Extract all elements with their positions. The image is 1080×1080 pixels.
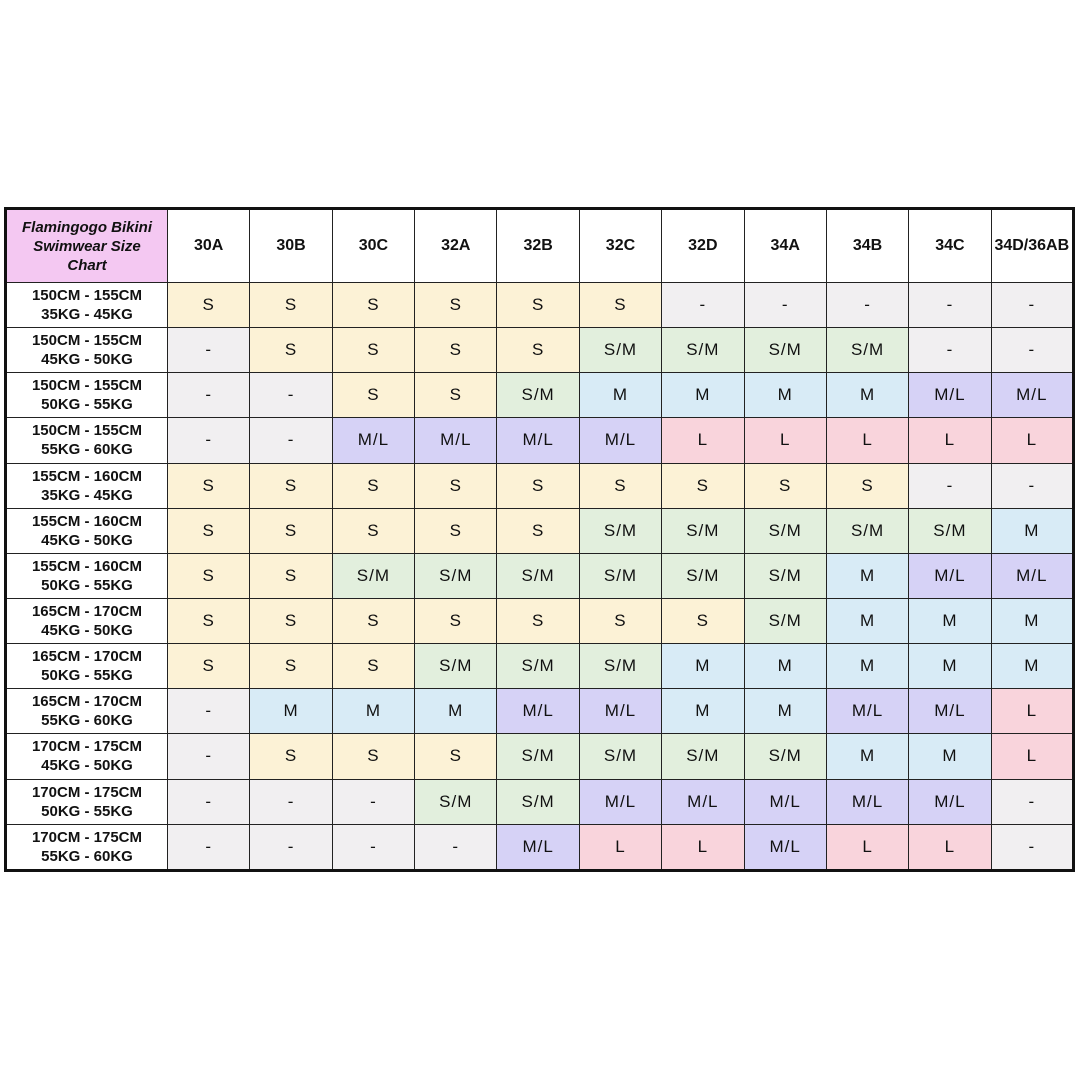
- size-cell: -: [909, 463, 991, 508]
- size-cell: S/M: [497, 734, 579, 779]
- table-row: [6, 328, 1074, 373]
- column-header: 32A: [415, 209, 497, 283]
- size-cell: M: [579, 373, 661, 418]
- size-cell: S/M: [415, 779, 497, 824]
- size-cell: M/L: [909, 553, 991, 598]
- size-cell: -: [744, 283, 826, 328]
- size-cell: L: [991, 689, 1073, 734]
- size-cell: S/M: [744, 734, 826, 779]
- size-cell: S/M: [744, 553, 826, 598]
- size-cell: M: [662, 644, 744, 689]
- size-cell: S: [168, 644, 250, 689]
- row-height-range: 170CM - 175CM: [31, 828, 143, 846]
- size-cell: M: [662, 689, 744, 734]
- size-cell: -: [991, 328, 1073, 373]
- size-cell: -: [991, 283, 1073, 328]
- column-header: 34B: [826, 209, 908, 283]
- row-height-range: 150CM - 155CM: [31, 422, 143, 440]
- size-cell: S: [497, 508, 579, 553]
- size-cell: M: [991, 644, 1073, 689]
- row-height-range: 165CM - 170CM: [31, 648, 143, 666]
- row-header: [6, 553, 168, 598]
- table-body: [6, 283, 1074, 871]
- column-header: 30B: [250, 209, 332, 283]
- row-height-range: 155CM - 160CM: [31, 467, 143, 485]
- size-cell: S: [744, 463, 826, 508]
- size-cell: S: [332, 644, 414, 689]
- size-cell: -: [332, 779, 414, 824]
- row-header: [6, 598, 168, 643]
- row-weight-range: 55KG - 60KG: [41, 441, 133, 459]
- size-cell: -: [168, 373, 250, 418]
- size-cell: -: [168, 734, 250, 779]
- size-cell: S: [332, 463, 414, 508]
- size-cell: -: [991, 779, 1073, 824]
- size-cell: M/L: [909, 373, 991, 418]
- size-cell: S: [168, 598, 250, 643]
- size-cell: M/L: [497, 689, 579, 734]
- size-cell: S: [497, 463, 579, 508]
- size-cell: S: [168, 283, 250, 328]
- size-cell: S: [415, 463, 497, 508]
- row-height-range: 170CM - 175CM: [31, 738, 143, 756]
- row-weight-range: 45KG - 50KG: [41, 622, 133, 640]
- size-cell: S: [332, 508, 414, 553]
- size-cell: S/M: [497, 373, 579, 418]
- header-row: [6, 209, 1074, 283]
- table-row: [6, 734, 1074, 779]
- row-height-range: 150CM - 155CM: [31, 287, 143, 305]
- size-cell: S/M: [579, 328, 661, 373]
- size-cell: L: [991, 418, 1073, 463]
- size-cell: S: [332, 598, 414, 643]
- size-cell: -: [250, 779, 332, 824]
- column-header: 32C: [579, 209, 661, 283]
- size-cell: S/M: [579, 553, 661, 598]
- size-cell: L: [662, 418, 744, 463]
- row-header: [6, 824, 168, 870]
- row-weight-range: 45KG - 50KG: [41, 757, 133, 775]
- size-cell: S: [250, 508, 332, 553]
- size-cell: S/M: [579, 644, 661, 689]
- column-header: 30A: [168, 209, 250, 283]
- size-cell: S/M: [415, 553, 497, 598]
- size-cell: M: [826, 553, 908, 598]
- row-header: [6, 328, 168, 373]
- size-cell: L: [909, 418, 991, 463]
- size-cell: S/M: [662, 734, 744, 779]
- size-cell: -: [332, 824, 414, 870]
- size-cell: M: [826, 734, 908, 779]
- size-cell: S: [826, 463, 908, 508]
- size-cell: S/M: [744, 328, 826, 373]
- size-cell: M: [991, 508, 1073, 553]
- size-cell: L: [579, 824, 661, 870]
- size-cell: M/L: [744, 824, 826, 870]
- size-cell: -: [168, 418, 250, 463]
- row-weight-range: 45KG - 50KG: [41, 351, 133, 369]
- size-cell: M: [826, 598, 908, 643]
- size-cell: S: [168, 463, 250, 508]
- size-cell: S: [250, 734, 332, 779]
- table-row: [6, 418, 1074, 463]
- size-cell: L: [662, 824, 744, 870]
- table-row: [6, 779, 1074, 824]
- size-cell: S: [415, 508, 497, 553]
- size-cell: M: [744, 689, 826, 734]
- size-cell: M: [662, 373, 744, 418]
- row-header: [6, 283, 168, 328]
- row-height-range: 150CM - 155CM: [31, 377, 143, 395]
- size-cell: S/M: [826, 508, 908, 553]
- size-cell: S: [497, 283, 579, 328]
- size-cell: M/L: [826, 689, 908, 734]
- size-cell: S/M: [826, 328, 908, 373]
- size-cell: -: [250, 418, 332, 463]
- size-cell: S: [332, 734, 414, 779]
- size-cell: M: [250, 689, 332, 734]
- size-cell: S/M: [662, 328, 744, 373]
- size-cell: S/M: [744, 508, 826, 553]
- size-cell: S: [250, 463, 332, 508]
- size-cell: L: [744, 418, 826, 463]
- size-cell: -: [168, 779, 250, 824]
- size-cell: -: [168, 328, 250, 373]
- size-cell: S: [415, 598, 497, 643]
- size-cell: S: [579, 463, 661, 508]
- size-cell: M: [826, 373, 908, 418]
- size-cell: -: [250, 824, 332, 870]
- table-row: [6, 283, 1074, 328]
- size-cell: S: [250, 328, 332, 373]
- table-row: [6, 463, 1074, 508]
- size-cell: M/L: [579, 418, 661, 463]
- size-cell: M/L: [991, 373, 1073, 418]
- size-cell: -: [250, 373, 332, 418]
- size-cell: L: [991, 734, 1073, 779]
- size-cell: L: [909, 824, 991, 870]
- size-cell: S: [332, 373, 414, 418]
- size-cell: S: [579, 598, 661, 643]
- size-cell: S/M: [662, 553, 744, 598]
- column-header: 32B: [497, 209, 579, 283]
- size-cell: M: [991, 598, 1073, 643]
- size-cell: -: [168, 689, 250, 734]
- size-cell: -: [991, 824, 1073, 870]
- row-weight-range: 50KG - 55KG: [41, 667, 133, 685]
- size-cell: S/M: [497, 779, 579, 824]
- row-weight-range: 55KG - 60KG: [41, 712, 133, 730]
- size-cell: S: [332, 328, 414, 373]
- row-header: [6, 418, 168, 463]
- size-cell: M/L: [579, 689, 661, 734]
- row-height-range: 165CM - 170CM: [31, 693, 143, 711]
- size-cell: S: [250, 644, 332, 689]
- size-cell: M: [415, 689, 497, 734]
- row-weight-range: 35KG - 45KG: [41, 306, 133, 324]
- row-header: [6, 508, 168, 553]
- row-weight-range: 35KG - 45KG: [41, 486, 133, 504]
- size-cell: S/M: [415, 644, 497, 689]
- column-header: 34A: [744, 209, 826, 283]
- size-cell: S: [415, 373, 497, 418]
- size-cell: L: [826, 824, 908, 870]
- size-chart: [4, 207, 1075, 872]
- row-header: [6, 644, 168, 689]
- column-header: 34D/36AB: [991, 209, 1073, 283]
- size-cell: S/M: [497, 553, 579, 598]
- size-cell: S: [662, 463, 744, 508]
- size-cell: S: [415, 283, 497, 328]
- table-row: [6, 644, 1074, 689]
- row-weight-range: 50KG - 55KG: [41, 802, 133, 820]
- size-cell: M/L: [497, 824, 579, 870]
- row-weight-range: 55KG - 60KG: [41, 847, 133, 865]
- size-cell: M: [909, 598, 991, 643]
- size-cell: M: [332, 689, 414, 734]
- row-header: [6, 734, 168, 779]
- row-height-range: 165CM - 170CM: [31, 603, 143, 621]
- table-row: [6, 373, 1074, 418]
- table-row: [6, 553, 1074, 598]
- table-row: [6, 689, 1074, 734]
- size-cell: -: [662, 283, 744, 328]
- row-header: [6, 463, 168, 508]
- size-cell: -: [909, 328, 991, 373]
- size-cell: S: [415, 734, 497, 779]
- row-height-range: 170CM - 175CM: [31, 783, 143, 801]
- chart-title-line: Swimwear Size: [33, 237, 141, 255]
- size-cell: S: [168, 553, 250, 598]
- size-cell: M: [826, 644, 908, 689]
- row-weight-range: 50KG - 55KG: [41, 396, 133, 414]
- size-cell: S: [250, 598, 332, 643]
- size-cell: M/L: [332, 418, 414, 463]
- size-cell: M/L: [415, 418, 497, 463]
- table-row: [6, 508, 1074, 553]
- size-cell: M: [744, 644, 826, 689]
- size-cell: S/M: [662, 508, 744, 553]
- chart-title-line: Flamingogo Bikini: [22, 218, 152, 236]
- row-height-range: 155CM - 160CM: [31, 557, 143, 575]
- size-cell: S: [497, 328, 579, 373]
- size-cell: S: [497, 598, 579, 643]
- size-cell: -: [991, 463, 1073, 508]
- size-cell: S/M: [332, 553, 414, 598]
- size-cell: S: [415, 328, 497, 373]
- size-cell: S: [250, 283, 332, 328]
- row-header: [6, 689, 168, 734]
- row-height-range: 155CM - 160CM: [31, 512, 143, 530]
- row-weight-range: 50KG - 55KG: [41, 576, 133, 594]
- size-cell: M/L: [991, 553, 1073, 598]
- row-weight-range: 45KG - 50KG: [41, 531, 133, 549]
- size-cell: -: [909, 283, 991, 328]
- size-cell: S/M: [497, 644, 579, 689]
- size-cell: S: [250, 553, 332, 598]
- size-cell: M/L: [497, 418, 579, 463]
- size-cell: S/M: [744, 598, 826, 643]
- size-cell: S/M: [909, 508, 991, 553]
- column-header: 34C: [909, 209, 991, 283]
- size-cell: S: [168, 508, 250, 553]
- size-cell: L: [826, 418, 908, 463]
- column-header: 30C: [332, 209, 414, 283]
- size-cell: S: [579, 283, 661, 328]
- size-cell: -: [826, 283, 908, 328]
- row-header: [6, 373, 168, 418]
- size-cell: S: [332, 283, 414, 328]
- size-cell: M/L: [826, 779, 908, 824]
- size-cell: -: [168, 824, 250, 870]
- size-chart-table: [4, 207, 1075, 872]
- row-header: [6, 779, 168, 824]
- chart-title-line: Chart: [67, 256, 107, 274]
- size-cell: -: [415, 824, 497, 870]
- size-cell: M/L: [909, 689, 991, 734]
- size-cell: S/M: [579, 508, 661, 553]
- size-cell: M: [909, 734, 991, 779]
- size-cell: M/L: [662, 779, 744, 824]
- size-cell: S: [662, 598, 744, 643]
- row-height-range: 150CM - 155CM: [31, 332, 143, 350]
- size-cell: M: [744, 373, 826, 418]
- table-row: [6, 824, 1074, 870]
- size-cell: M/L: [744, 779, 826, 824]
- size-cell: S/M: [579, 734, 661, 779]
- chart-title: [6, 209, 168, 283]
- table-row: [6, 598, 1074, 643]
- column-header: 32D: [662, 209, 744, 283]
- size-cell: M/L: [579, 779, 661, 824]
- size-cell: M/L: [909, 779, 991, 824]
- size-cell: M: [909, 644, 991, 689]
